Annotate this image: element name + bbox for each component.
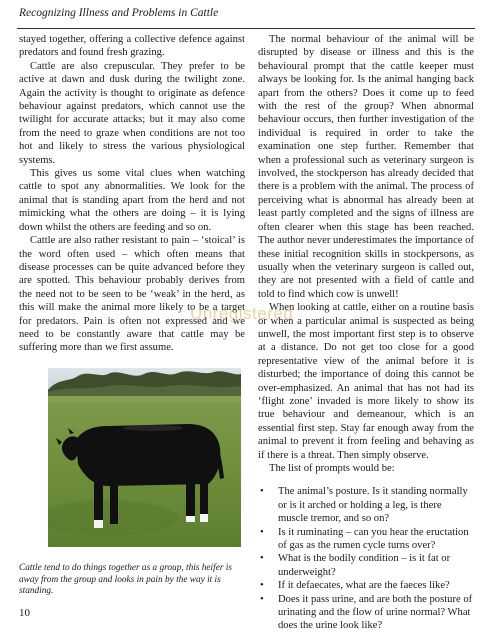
running-header: Recognizing Illness and Problems in Cattle	[19, 7, 219, 19]
paragraph: stayed together, offering a collective defence against predators and found fresh grazing.	[19, 34, 245, 59]
list-item	[258, 593, 474, 633]
header-rule	[17, 28, 475, 29]
list-item-text: The animal’s posture. Is it standing normally or is it arched or holding a leg, is there muscle tremor, and so on?	[278, 486, 468, 525]
bullet-icon: •	[260, 526, 264, 538]
paragraph: The normal behaviour of the animal will be disrupted by disease or illness and this is the behavioural prompt that the cattle keeper must always be looking for. Is the animal hanging back apart from the others? Does it come up to feed with the rest of the group? When abnormal behaviour occurs, then further investigation of the individual is required in order to take the examination one step further. Remember that when a professional such as veterinary surgeon is involved, the stockperson has already decided that there is a problem with the animal. The process of perceiving what is abnormal has already been at least partly completed and the signs of illness are often clearer when this stage has been reached. The author never underestimates the importance of these initial recognition skills in stockpersons, as usually when the veterinary surgeon is called out, they are not presented with a field of cattle and told to find which cow is unwell!	[258, 34, 474, 300]
page-number: 10	[19, 607, 30, 619]
bullet-icon: •	[260, 593, 264, 605]
list-item	[258, 526, 474, 553]
list-item	[258, 579, 474, 592]
list-item-text: If it defaecates, what are the faeces like?	[278, 580, 450, 592]
bullet-icon: •	[260, 580, 264, 592]
paragraph: This gives us some vital clues when watching cattle to spot any abnormalities. We look for the animal that is standing apart from the herd and not mimicking what the others are doing – it is lying down whilst the others are feeding and so on.	[19, 168, 245, 233]
list-item-text: Is it ruminating – can you hear the eructation of gas as the rumen cycle turns over?	[278, 526, 469, 552]
paragraph: The list of prompts would be:	[269, 463, 395, 474]
bullet-icon: •	[260, 553, 264, 565]
heifer-photo	[48, 368, 241, 547]
heifer-photo-illustration	[48, 368, 241, 547]
bullet-icon: •	[260, 486, 264, 498]
prompt-list	[258, 485, 474, 632]
right-column	[258, 33, 474, 633]
paragraph: Cattle are also crepuscular. They prefer to be active at dawn and dusk during the twilight zone. Again the activity is thought to originate as defence behaviour against predators, which cannot use the twilight for accurate attacks; but it may also come from the need to graze when conditions are not too hot and likely to stress the various physiological systems.	[19, 60, 245, 166]
list-item-text: Does it pass urine, and are both the posture of urinating and the flow of urine normal? What does the urine look like?	[278, 593, 473, 632]
figure-caption: Cattle tend to do things together as a group, this heifer is away from the group and looks in pain by the way it is standing.	[19, 563, 232, 596]
paragraph: When looking at cattle, either on a routine basis or when a particular animal is suspected as being unwell, the most important first step is to observe at a distance. Do not get too close for a good representative view of the animal before it is disturbed; the importance of doing this cannot be over-emphasized. An animal that has not had its ‘flight zone’ invaded is more likely to show its true behaviour and demeanour, which is an essential first step. Stay far enough away from the animal to prevent it from feeling and behaving as if there is a threat. Then simply observe.	[258, 302, 474, 461]
watermark: Unregistered	[190, 304, 294, 323]
list-item-text: What is the bodily condition – is it fat or underweight?	[278, 553, 451, 578]
list-item	[258, 552, 474, 579]
list-item	[258, 485, 474, 525]
paragraph: Cattle are also rather resistant to pain – ‘stoical’ is the word often used – which often means that disease processes can be quite advanced before they are spotted. This behaviour probably derives from the need not to be seen to be ‘weak’ in the herd, as this will make the animal more likely to be a target for predators. Pain is often not expressed and we need to be constantly aware that cattle may be suffering more than we first assume.	[19, 235, 245, 354]
